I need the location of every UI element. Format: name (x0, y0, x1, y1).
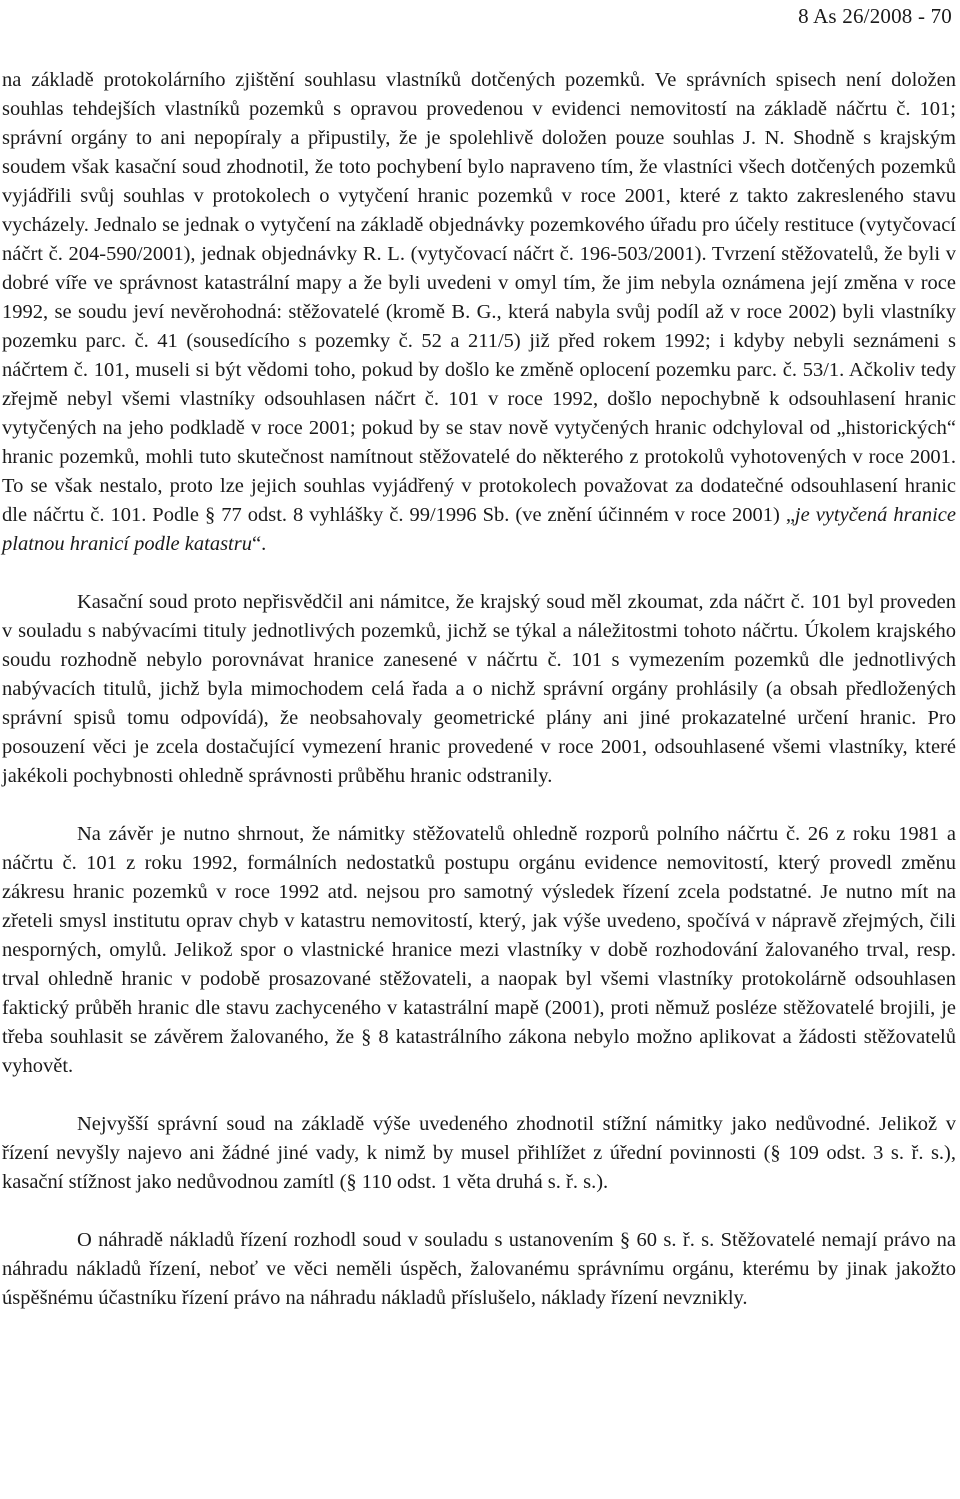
page-reference: 8 As 26/2008 - 70 (798, 4, 952, 28)
paragraph-1-end: “. (251, 533, 267, 555)
document-body (2, 66, 956, 1313)
paragraph-1-text: na základě protokolárního zjištění souhlasu vlastníků dotčených pozemků. Ve správních spisech není doložen souhlas tehdejších vlastníků pozemků s opravou provedenou v evidenci nemovitostí na základě náčrtu č. 101; správní orgány to ani nepopíraly a připustily, že je spolehlivě doložen pouze souhlas J. N. Shodně s krajským soudem však kasační soud zhodnotil, že toto pochybení bylo napraveno tím, že vlastníci všech dotčených pozemků vyjádřili svůj souhlas v protokolech o vytyčení hranic pozemků v roce 2001, které z takto zakresleného stavu vycházely. Jednalo se jednak o vytyčení na základě objednávky pozemkového úřadu pro účely restituce (vytyčovací náčrt č. 204-590/2001), jednak objednávky R. L. (vytyčovací náčrt č. 196-503/2001). Tvrzení stěžovatelů, že byli v dobré víře ve správnost katastrální mapy a že byli uvedeni v omyl tím, že jim nebyla oznámena její změna v roce 1992, se soudu jeví nevěrohodná: stěžovatelé (kromě B. G., která nabyla svůj podíl až v roce 2002) byli vlastníky pozemku parc. č. 41 (sousedícího s pozemky č. 52 a 211/5) již před rokem 1992; i kdyby nebyli seznámeni s náčrtem č. 101, museli si být vědomi toho, pokud by došlo ke změně oplocení pozemku parc. č. 53/1. Ačkoliv tedy zřejmě nebyl všemi vlastníky odsouhlasen náčrt č. 101 v roce 1992, došlo nepochybně k odsouhlasení hranic vytyčených na jeho podkladě v roce 2001; pokud by se stav nově vytyčených hranic odchyloval od „historických“ hranic pozemků, mohli tuto skutečnost namítnout stěžovatelé do některého z protokolů vyhotovených v roce 2001. To se však nestalo, proto lze jejich souhlas vyjádřený v protokolech považovat za dodatečné odsouhlasení hranic dle náčrtu č. 101. Podle § 77 odst. 8 vyhlášky č. 99/1996 Sb. (ve znění účinném v roce 2001) „ (2, 69, 956, 526)
paragraph-5: O náhradě nákladů řízení rozhodl soud v souladu s ustanovením § 60 s. ř. s. Stěžovatelé nemají právo na náhradu nákladů řízení, neboť ve věci neměli úspěch, žalovanému správnímu orgánu, kterému by jinak jakožto úspěšnému účastníku řízení právo na náhradu nákladů příslušelo, náklady řízení nevznikly. (2, 1229, 956, 1309)
paragraph-4: Nejvyšší správní soud na základě výše uvedeného zhodnotil stížní námitky jako nedůvodné. Jelikož v řízení nevyšly najevo ani žádné jiné vady, k nimž by musel přihlížet z úřední povinnosti (§ 109 odst. 3 s. ř. s.), kasační stížnost jako nedůvodnou zamítl (§ 110 odst. 1 věta druhá s. ř. s.). (2, 1113, 956, 1193)
paragraph-2: Kasační soud proto nepřisvědčil ani námitce, že krajský soud měl zkoumat, zda náčrt č. 101 byl proveden v souladu s nabývacími tituly jednotlivých pozemků, jichž se týkal a náležitostmi tohoto náčrtu. Úkolem krajského soudu rozhodně nebylo porovnávat hranice zanesené v náčrtu č. 101 s vymezením pozemků dle jednotlivých nabývacích titulů, jichž byla mimochodem celá řada a o nichž správní orgány prohlásily (a obsah předložených správní spisů tomu odpovídá), že neobsahovaly geometrické plány ani jiné prokazatelné určení hranic. Pro posouzení věci je zcela dostačující vymezení hranic provedené v roce 2001, odsouhlasené všemi vlastníky, které jakékoli pochybnosti ohledně správnosti průběhu hranic odstranily. (2, 591, 956, 787)
paragraph-1-quote: je vytyčená hranice platnou hranicí podle katastru (2, 504, 956, 555)
paragraph-3: Na závěr je nutno shrnout, že námitky stěžovatelů ohledně rozporů polního náčrtu č. 26 z roku 1981 a náčrtu č. 101 z roku 1992, formálních nedostatků postupu orgánu evidence nemovitostí, který provedl změnu zákresu hranic pozemků v roce 1992 atd. nejsou pro samotný výsledek řízení zcela podstatné. Je nutno mít na zřeteli smysl institutu oprav chyb v katastru nemovitostí, který, jak výše uvedeno, spočívá v nápravě zřejmých, čili nesporných, omylů. Jelikož spor o vlastnické hranice mezi vlastníky v době rozhodování žalovaného trval, resp. trval ohledně hranic v podobě prosazované stěžovateli, a naopak byl všemi vlastníky protokolárně odsouhlasen faktický průběh hranic dle stavu zachyceného v katastrální mapě (2001), proti němuž posléze stěžovatelé brojili, je třeba souhlasit se závěrem žalovaného, že § 8 katastrálního zákona nebylo možno aplikovat a žádosti stěžovatelů vyhovět. (2, 823, 956, 1077)
paragraph-1 (2, 66, 956, 559)
